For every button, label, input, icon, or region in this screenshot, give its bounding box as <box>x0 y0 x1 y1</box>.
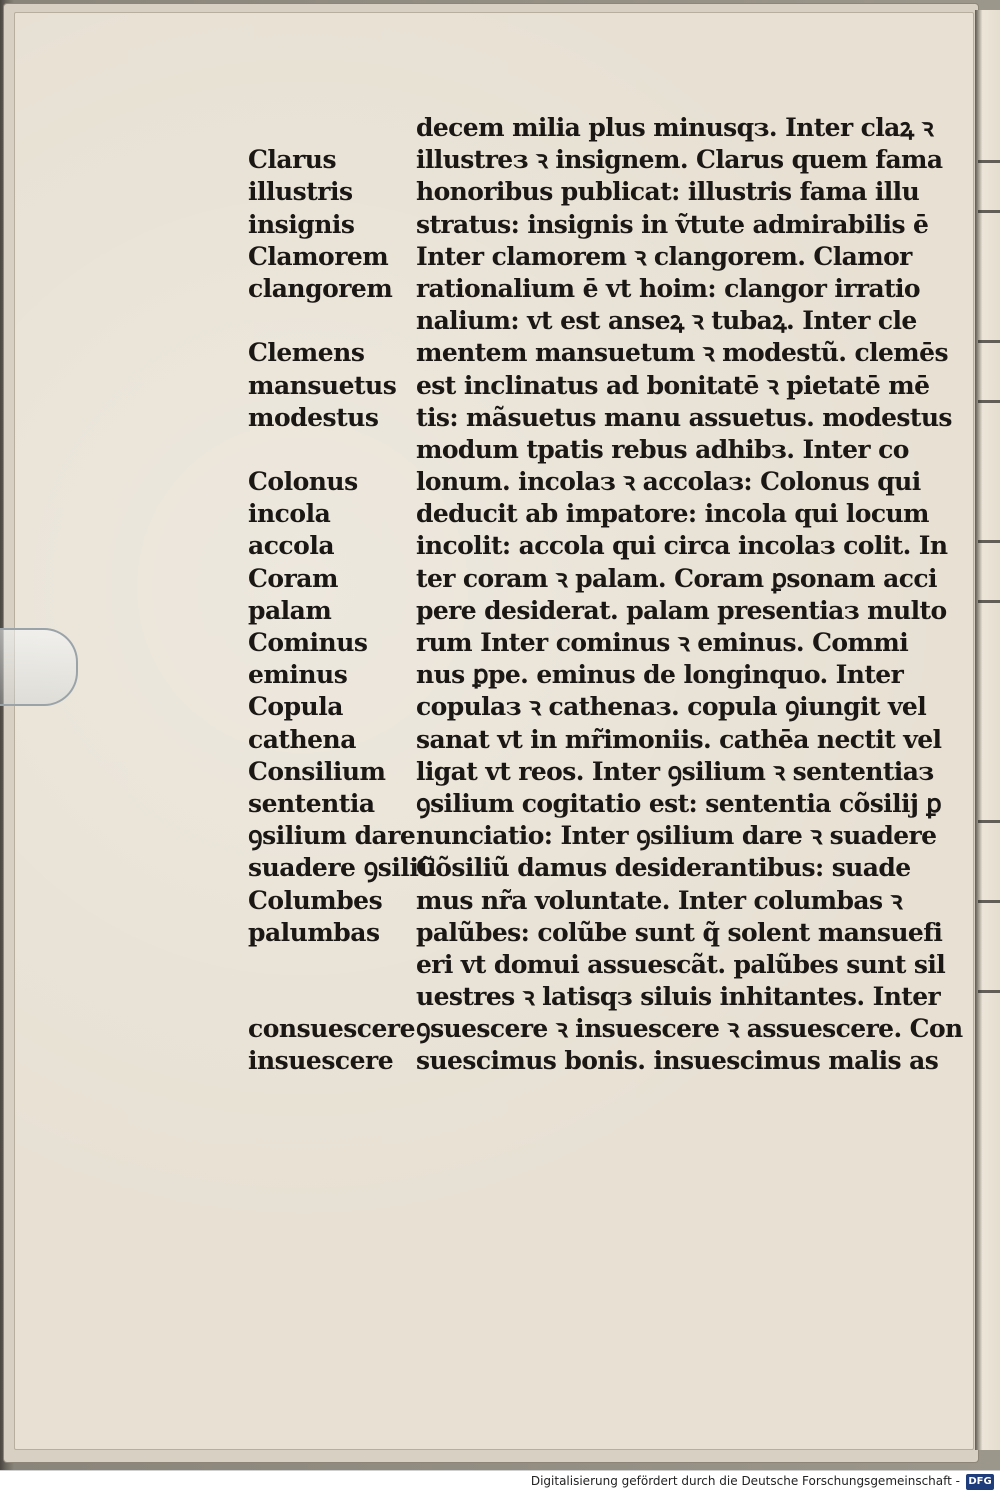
margin-word: Consilium <box>248 756 386 786</box>
main-text-line: illustreз ꝛ insignem. Clarus quem fama <box>416 145 943 175</box>
text-row <box>248 595 947 627</box>
facing-page-text-bleed <box>978 160 1000 163</box>
facing-page-text-bleed <box>978 820 1000 823</box>
text-row <box>248 820 937 852</box>
margin-word: Colonus <box>248 467 358 497</box>
text-row <box>248 981 941 1013</box>
text-row <box>248 144 943 176</box>
main-text-line: tis: mãsuetus manu assuetus. modestus <box>416 402 952 432</box>
text-row <box>248 434 908 466</box>
text-row <box>248 498 929 530</box>
main-text-line: uestres ꝛ latisqз siluis inhitantes. Inter <box>416 982 941 1012</box>
text-block <box>248 112 963 1078</box>
digitization-credit: Digitalisierung gefördert durch die Deutsche Forschungsgemeinschaft - <box>530 1474 960 1488</box>
facing-page-text-bleed <box>978 340 1000 343</box>
margin-word: illustris <box>248 177 353 207</box>
margin-word: mansuetus <box>248 370 397 400</box>
margin-word: sententia <box>248 788 375 818</box>
main-text-line: ligat vt reos. Inter ꝯsilium ꝛ sententiaз <box>416 756 934 786</box>
main-text-line: ꝯsuescere ꝛ insuescere ꝛ assuescere. Con <box>416 1014 963 1044</box>
margin-word: modestus <box>248 402 379 432</box>
text-row <box>248 724 942 756</box>
main-text-line: stratus: insignis in ṽtute admirabilis ē <box>416 209 929 239</box>
main-text-line: pere desiderat. palam presentiaз multo <box>416 595 947 625</box>
text-row <box>248 691 927 723</box>
margin-word: ꝯsilium dare <box>248 821 416 851</box>
main-text-line: nunciatio: Inter ꝯsilium dare ꝛ suadere <box>416 821 937 851</box>
facing-page-text-bleed <box>978 600 1000 603</box>
margin-word: insignis <box>248 209 355 239</box>
margin-word: Clemens <box>248 338 365 368</box>
main-text-line: sanat vt in mr̃imoniis. cathēa nectit vel <box>416 724 942 754</box>
margin-word: Cominus <box>248 628 368 657</box>
main-text-line: Inter clamorem ꝛ clangorem. Clamor <box>416 241 912 271</box>
main-text-line: rationalium ē vt hoim: clangor irratio <box>416 273 920 303</box>
main-text-line: decem milia plus minusqз. Inter claꝝ ꝛ <box>416 113 933 142</box>
text-row <box>248 885 908 917</box>
margin-word: incola <box>248 499 331 529</box>
text-row <box>248 530 948 562</box>
main-text-line: mus nr̃a voluntate. Inter columbas ꝛ <box>416 885 902 915</box>
text-row <box>248 756 934 788</box>
main-text-line: rum Inter cominus ꝛ eminus. Commi <box>416 628 909 657</box>
text-row <box>248 466 921 498</box>
facing-page-text-bleed <box>978 900 1000 903</box>
text-row <box>248 1013 963 1045</box>
margin-word: cathena <box>248 724 356 754</box>
main-text-line: copulaз ꝛ cathenaз. copula ꝯiungit vel <box>416 692 927 722</box>
main-text-line: est inclinatus ad bonitatē ꝛ pietatē mē <box>416 370 930 400</box>
margin-word: consuescere <box>248 1014 416 1044</box>
text-row <box>248 305 917 337</box>
dfg-logo-icon: DFG <box>966 1474 994 1490</box>
facing-page-text-bleed <box>978 400 1000 403</box>
facing-page-text-bleed <box>978 990 1000 993</box>
facing-page-text-bleed <box>978 210 1000 213</box>
margin-word: Clamorem <box>248 241 389 271</box>
text-row <box>248 402 952 434</box>
text-row <box>248 112 933 144</box>
text-row <box>248 627 908 659</box>
main-text-line: modum tpatis rebus adhibз. Inter co <box>416 434 909 464</box>
main-text-line: deducit ab impatore: incola qui locum <box>416 499 929 529</box>
main-text-line: mentem mansuetum ꝛ modestũ. clemēs <box>416 338 948 368</box>
margin-word: insuescere <box>248 1046 394 1076</box>
footer-bar <box>0 1470 1000 1494</box>
text-row <box>248 788 942 820</box>
page-clip <box>0 628 78 706</box>
text-row <box>248 852 911 884</box>
margin-word: clangorem <box>248 273 393 303</box>
text-row <box>248 563 937 595</box>
main-text-line: Cõsiliũ damus desiderantibus: suade <box>416 853 911 883</box>
text-row <box>248 241 912 273</box>
text-row <box>248 659 908 691</box>
main-text-line: eri vt domui assuescãt. palũbes sunt sil <box>416 949 946 979</box>
margin-word: suadere ꝯsiliũ <box>248 853 437 883</box>
main-text-line: honoribus publicat: illustris fama illu <box>416 177 920 207</box>
main-text-line: palũbes: colũbe sunt q̃ solent mansuefi <box>416 917 943 947</box>
margin-word: palam <box>248 595 332 625</box>
main-text-line: nus ꝑpe. eminus de longinquo. Inter <box>416 660 904 690</box>
main-text-line: ter coram ꝛ palam. Coram ꝑsonam acci <box>416 563 937 593</box>
main-text-line: lonum. incolaз ꝛ accolaз: Colonus qui <box>416 467 921 497</box>
margin-word: Columbes <box>248 885 383 915</box>
main-text-line: ꝯsilium cogitatio est: sententia cõsilij ꝑ <box>416 788 942 818</box>
text-row <box>248 176 920 208</box>
text-row <box>248 917 943 949</box>
main-text-line: nalium: vt est anseꝝ ꝛ tubaꝝ. Inter cle <box>416 306 917 336</box>
text-row <box>248 273 920 305</box>
facing-page-text-bleed <box>978 540 1000 543</box>
margin-word: eminus <box>248 660 348 690</box>
text-row <box>248 337 948 369</box>
text-row <box>248 370 930 402</box>
main-text-line: incolit: accola qui circa incolaз colit. In <box>416 531 948 561</box>
margin-word: Coram <box>248 563 338 593</box>
main-text-line: suescimus bonis. insuescimus malis as <box>416 1046 939 1076</box>
margin-word: Clarus <box>248 145 337 175</box>
margin-word: accola <box>248 531 335 561</box>
text-row <box>248 1045 939 1077</box>
margin-word: Copula <box>248 692 343 722</box>
facing-page-edge <box>975 10 1000 1450</box>
text-row <box>248 949 946 981</box>
text-row <box>248 209 929 241</box>
margin-word: palumbas <box>248 917 380 947</box>
